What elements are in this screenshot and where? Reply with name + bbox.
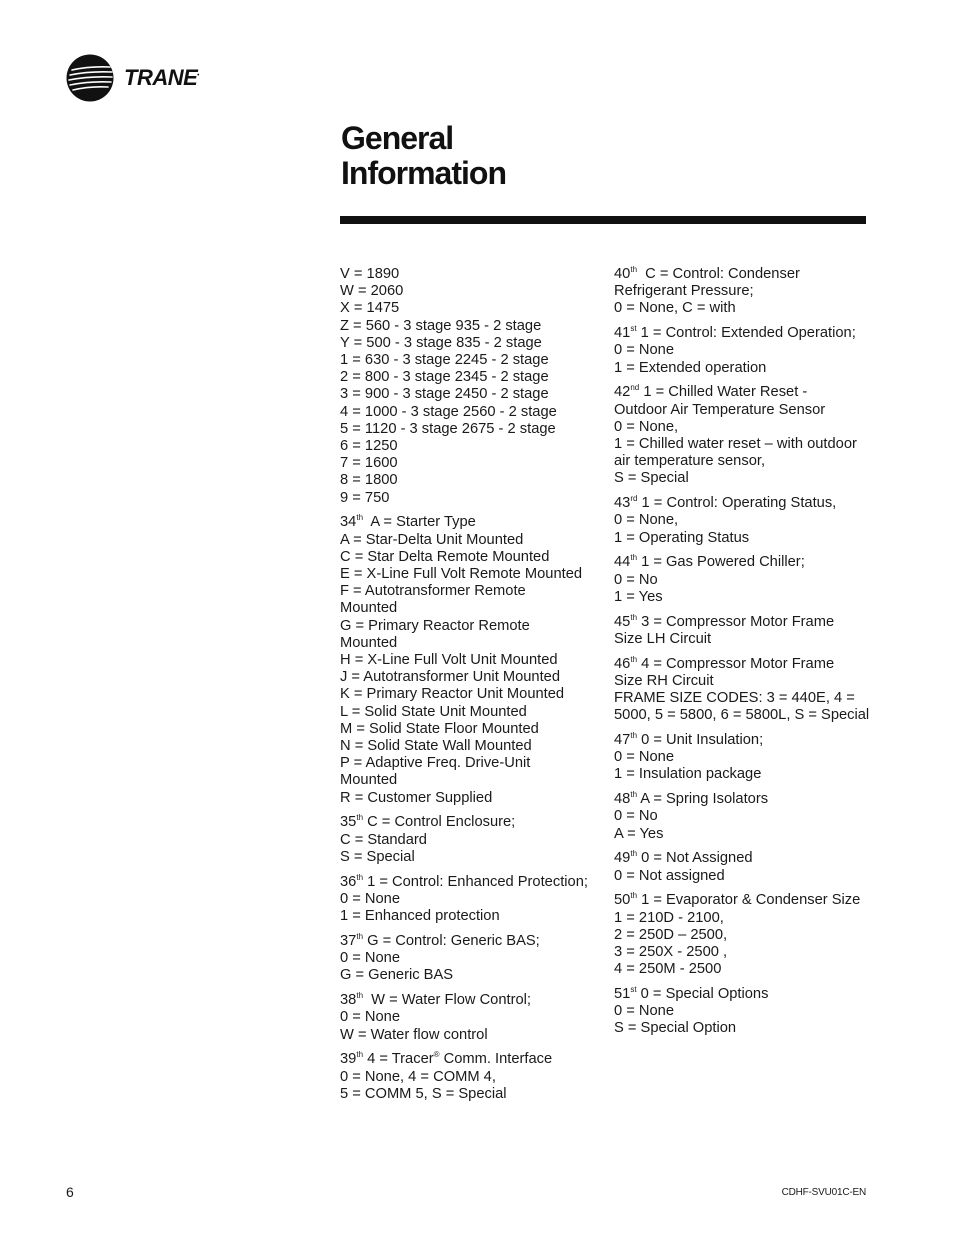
spec-line [340,404,605,421]
ordinal-suffix: th [630,612,638,622]
digit-number: 40 [614,266,631,282]
spec-text: C = Star Delta Remote Mounted [340,548,550,565]
digit-number: 34 [340,514,357,531]
spec-line [340,814,605,831]
spec-line [614,360,874,377]
spec-line [340,549,605,566]
spec-line [340,266,605,283]
spec-group [614,614,874,648]
spec-text: 5000, 5 = 5800, 6 = 5800L, S = Special [614,707,870,724]
spec-text: R = Customer Supplied [340,789,493,806]
spec-line [614,495,874,512]
spec-text: Mounted [340,772,398,789]
spec-line [614,470,874,487]
spec-text: F = Autotransformer Remote [340,583,526,600]
spec-line [614,1003,874,1020]
spec-line [340,600,605,617]
spec-text: 0 = None [340,890,401,907]
spec-line [340,891,605,908]
digit-number: 42 [614,384,631,401]
left-column [340,266,605,1111]
spec-line [340,369,605,386]
ordinal-suffix: th [356,513,364,523]
spec-group [340,514,605,806]
spec-line [340,1009,605,1026]
spec-line [614,384,874,401]
spec-text: Refrigerant Pressure; [614,283,754,300]
title-rule [340,216,866,224]
digit-number: 36 [340,873,357,890]
spec-text: W = Water flow control [340,1026,488,1043]
spec-text: 0 = None, [614,512,679,529]
spec-line [614,614,874,631]
spec-text: 9 = 750 [340,489,390,506]
digit-number: 38 [340,992,357,1009]
spec-line [340,933,605,950]
spec-line [340,318,605,335]
spec-line [614,808,874,825]
document-code: CDHF-SVU01C-EN [781,1187,866,1198]
registered-mark: ® [433,1050,440,1060]
page-number: 6 [66,1184,74,1200]
digit-number: 48 [614,791,631,808]
ordinal-suffix: th [356,932,364,941]
spec-text: 0 = No [614,808,658,825]
spec-text: A = Star-Delta Unit Mounted [340,531,524,548]
spec-text: 1 = Control: Operating Status, [637,495,837,512]
title-line-1: General [341,120,454,156]
spec-text: 0 = None [614,749,675,766]
digit-number: 50 [614,892,631,909]
spec-line [340,755,605,772]
spec-line [614,986,874,1003]
spec-text: 1 = Enhanced protection [340,908,500,925]
spec-line [614,732,874,749]
spec-line [340,874,605,891]
spec-line [340,514,605,531]
spec-line [340,790,605,807]
spec-group [614,986,874,1038]
digit-number: 44 [614,554,631,571]
spec-text: 3 = 250X - 2500 , [614,944,728,961]
ordinal-suffix: th [630,891,638,901]
spec-line [614,1020,874,1037]
spec-line [340,1051,605,1068]
spec-group [340,814,605,866]
spec-line [340,300,605,317]
spec-line [614,554,874,571]
spec-text: 4 = Tracer [363,1051,434,1068]
spec-text: J = Autotransformer Unit Mounted [340,669,561,686]
spec-line [340,1027,605,1044]
spec-text: 0 = Unit Insulation; [637,732,764,749]
digit-number: 45 [614,613,631,630]
ordinal-suffix: st [630,324,637,334]
spec-text: air temperature sensor, [614,453,766,470]
spec-line [614,749,874,766]
digit-number: 37 [340,932,357,949]
spec-line [340,283,605,300]
spec-text: 1 = Operating Status [614,529,750,546]
spec-line [340,472,605,489]
spec-text: Outdoor Air Temperature Sensor [614,401,826,418]
spec-line [340,335,605,352]
spec-text: 0 = None, C = with [614,300,736,317]
spec-text: 0 = None, [614,418,679,435]
spec-text: 2 = 250D – 2500, [614,926,728,943]
ordinal-suffix: nd [630,383,640,393]
spec-text: Z = 560 - 3 stage 935 - 2 stage [340,317,542,334]
ordinal-suffix: th [630,553,638,563]
spec-line [614,436,874,453]
spec-text: Mounted [340,600,398,617]
spec-text: C = Control: Condenser [637,266,800,282]
spec-line [614,707,874,724]
spec-text: L = Solid State Unit Mounted [340,703,527,720]
spec-text: 2 = 800 - 3 stage 2345 - 2 stage [340,369,549,386]
spec-line [340,686,605,703]
spec-line [340,772,605,789]
ordinal-suffix: th [356,1050,364,1060]
spec-text: C = Standard [340,831,427,848]
spec-group [340,933,605,985]
spec-text: P = Adaptive Freq. Drive-Unit [340,755,531,772]
spec-text: S = Special [340,848,415,865]
spec-text: 1 = Insulation package [614,766,762,783]
spec-text: 0 = No [614,571,658,588]
spec-text: 0 = Not assigned [614,867,725,884]
spec-line [614,826,874,843]
spec-line [340,669,605,686]
ordinal-suffix: th [356,991,364,1001]
spec-line [340,532,605,549]
spec-text: 3 = 900 - 3 stage 2450 - 2 stage [340,386,549,403]
spec-line [614,656,874,673]
spec-line [614,572,874,589]
spec-group [614,384,874,487]
spec-text: 4 = 250M - 2500 [614,961,722,978]
digit-number: 46 [614,655,631,672]
spec-group [614,266,874,318]
spec-group [614,791,874,843]
spec-line [614,419,874,436]
spec-line [340,721,605,738]
spec-line [614,325,874,342]
spec-text: FRAME SIZE CODES: 3 = 440E, 4 = [614,690,855,707]
spec-text: 0 = None [340,1009,401,1026]
digit-number: 35 [340,814,357,831]
spec-group [340,1051,605,1103]
spec-text: Size LH Circuit [614,630,712,647]
digit-number: 49 [614,850,631,867]
spec-line [614,283,874,300]
brand-logo [66,54,199,102]
spec-text: 0 = None [340,950,401,967]
spec-line [340,738,605,755]
digit-number: 51 [614,986,631,1003]
ordinal-suffix: th [356,872,364,882]
spec-text: 0 = None [614,1003,675,1020]
ordinal-suffix: th [630,790,638,800]
spec-line [340,386,605,403]
spec-text: H = X-Line Full Volt Unit Mounted [340,652,558,669]
spec-line [614,266,874,283]
ordinal-suffix: th [630,654,638,664]
digit-number: 39 [340,1051,357,1068]
spec-text: 6 = 1250 [340,438,398,455]
spec-group [614,554,874,606]
ordinal-suffix: th [630,265,638,275]
brand-wordmark: TRANE• [124,65,199,90]
spec-line [340,490,605,507]
spec-text: N = Solid State Wall Mounted [340,738,532,755]
spec-text: S = Special Option [614,1020,737,1037]
spec-text: G = Primary Reactor Remote [340,617,530,634]
spec-text: A = Spring Isolators [637,791,769,808]
spec-text: M = Solid State Floor Mounted [340,720,539,737]
spec-line [340,849,605,866]
spec-text: 3 = Compressor Motor Frame [637,613,835,630]
spec-text: 1 = 630 - 3 stage 2245 - 2 stage [340,352,549,369]
digit-number: 41 [614,325,631,342]
spec-group [614,656,874,725]
spec-line [340,950,605,967]
spec-text: 1 = Gas Powered Chiller; [637,554,805,571]
spec-text: 5 = COMM 5, S = Special [340,1085,507,1102]
spec-line [340,438,605,455]
spec-line [340,908,605,925]
spec-line [614,944,874,961]
ordinal-suffix: th [630,849,638,859]
spec-text: S = Special [614,470,689,487]
ordinal-suffix: rd [630,494,638,504]
spec-line [340,1086,605,1103]
spec-text: 4 = Compressor Motor Frame [637,655,835,672]
spec-line [614,342,874,359]
spec-line [340,635,605,652]
spec-text: Size RH Circuit [614,672,714,689]
spec-line [614,631,874,648]
spec-text: 1 = Chilled Water Reset - [639,384,808,401]
spec-text: 1 = Control: Enhanced Protection; [363,873,588,890]
spec-line [340,618,605,635]
spec-line [340,566,605,583]
title-line-2: Information [341,155,506,191]
spec-text: E = X-Line Full Volt Remote Mounted [340,566,583,583]
spec-text: C = Control Enclosure; [363,814,516,831]
spec-line [340,421,605,438]
page-title [341,121,506,191]
spec-line [614,927,874,944]
spec-text: G = Control: Generic BAS; [363,932,540,949]
ordinal-suffix: th [356,813,364,823]
spec-line [340,352,605,369]
digit-number: 47 [614,732,631,749]
spec-line [614,673,874,690]
spec-line [614,530,874,547]
spec-line [614,791,874,808]
spec-line [614,402,874,419]
spec-group [340,874,605,926]
spec-line [340,704,605,721]
spec-text: 0 = Not Assigned [637,850,753,867]
spec-group [614,850,874,884]
spec-text: 5 = 1120 - 3 stage 2675 - 2 stage [340,420,556,437]
spec-line [614,910,874,927]
spec-line [614,892,874,909]
spec-text: 1 = Evaporator & Condenser Size [637,892,861,909]
spec-line [614,453,874,470]
spec-line [614,766,874,783]
spec-text: Y = 500 - 3 stage 835 - 2 stage [340,334,542,351]
spec-text: 1 = Chilled water reset – with outdoor [614,436,857,453]
spec-line [614,850,874,867]
spec-line [614,589,874,606]
spec-line [614,868,874,885]
spec-group [614,495,874,547]
spec-text: 1 = Control: Extended Operation; [636,325,856,342]
spec-line [614,512,874,529]
spec-text: A = Yes [614,825,664,842]
spec-group [340,992,605,1044]
spec-line [340,992,605,1009]
spec-text: V = 1890 [340,266,400,282]
trane-logo-icon [66,54,114,102]
spec-line [340,583,605,600]
spec-group [614,325,874,377]
spec-line [340,1069,605,1086]
spec-text: 1 = Extended operation [614,359,767,376]
spec-text: X = 1475 [340,300,400,317]
spec-group [340,266,605,507]
spec-text: 4 = 1000 - 3 stage 2560 - 2 stage [340,403,557,420]
spec-text: A = Starter Type [363,514,476,531]
spec-text: 1 = 210D - 2100, [614,909,724,926]
spec-line [340,455,605,472]
spec-text: 1 = Yes [614,588,663,605]
spec-text: W = 2060 [340,283,404,300]
spec-text: Comm. Interface [439,1051,553,1068]
spec-text: 0 = None, 4 = COMM 4, [340,1068,496,1085]
spec-text: 0 = None [614,342,675,359]
spec-text: 0 = Special Options [636,986,769,1003]
digit-number: 43 [614,495,631,512]
spec-line [614,300,874,317]
right-column [614,266,874,1045]
spec-line [340,967,605,984]
spec-text: G = Generic BAS [340,967,454,984]
spec-text: K = Primary Reactor Unit Mounted [340,686,565,703]
spec-group [614,732,874,784]
spec-group [614,892,874,978]
ordinal-suffix: th [630,731,638,741]
spec-line [614,961,874,978]
spec-text: 7 = 1600 [340,455,398,472]
spec-line [614,690,874,707]
spec-text: 8 = 1800 [340,472,398,489]
ordinal-suffix: st [630,985,637,995]
spec-text: W = Water Flow Control; [363,992,532,1009]
spec-line [340,652,605,669]
spec-text: Mounted [340,634,398,651]
spec-line [340,832,605,849]
